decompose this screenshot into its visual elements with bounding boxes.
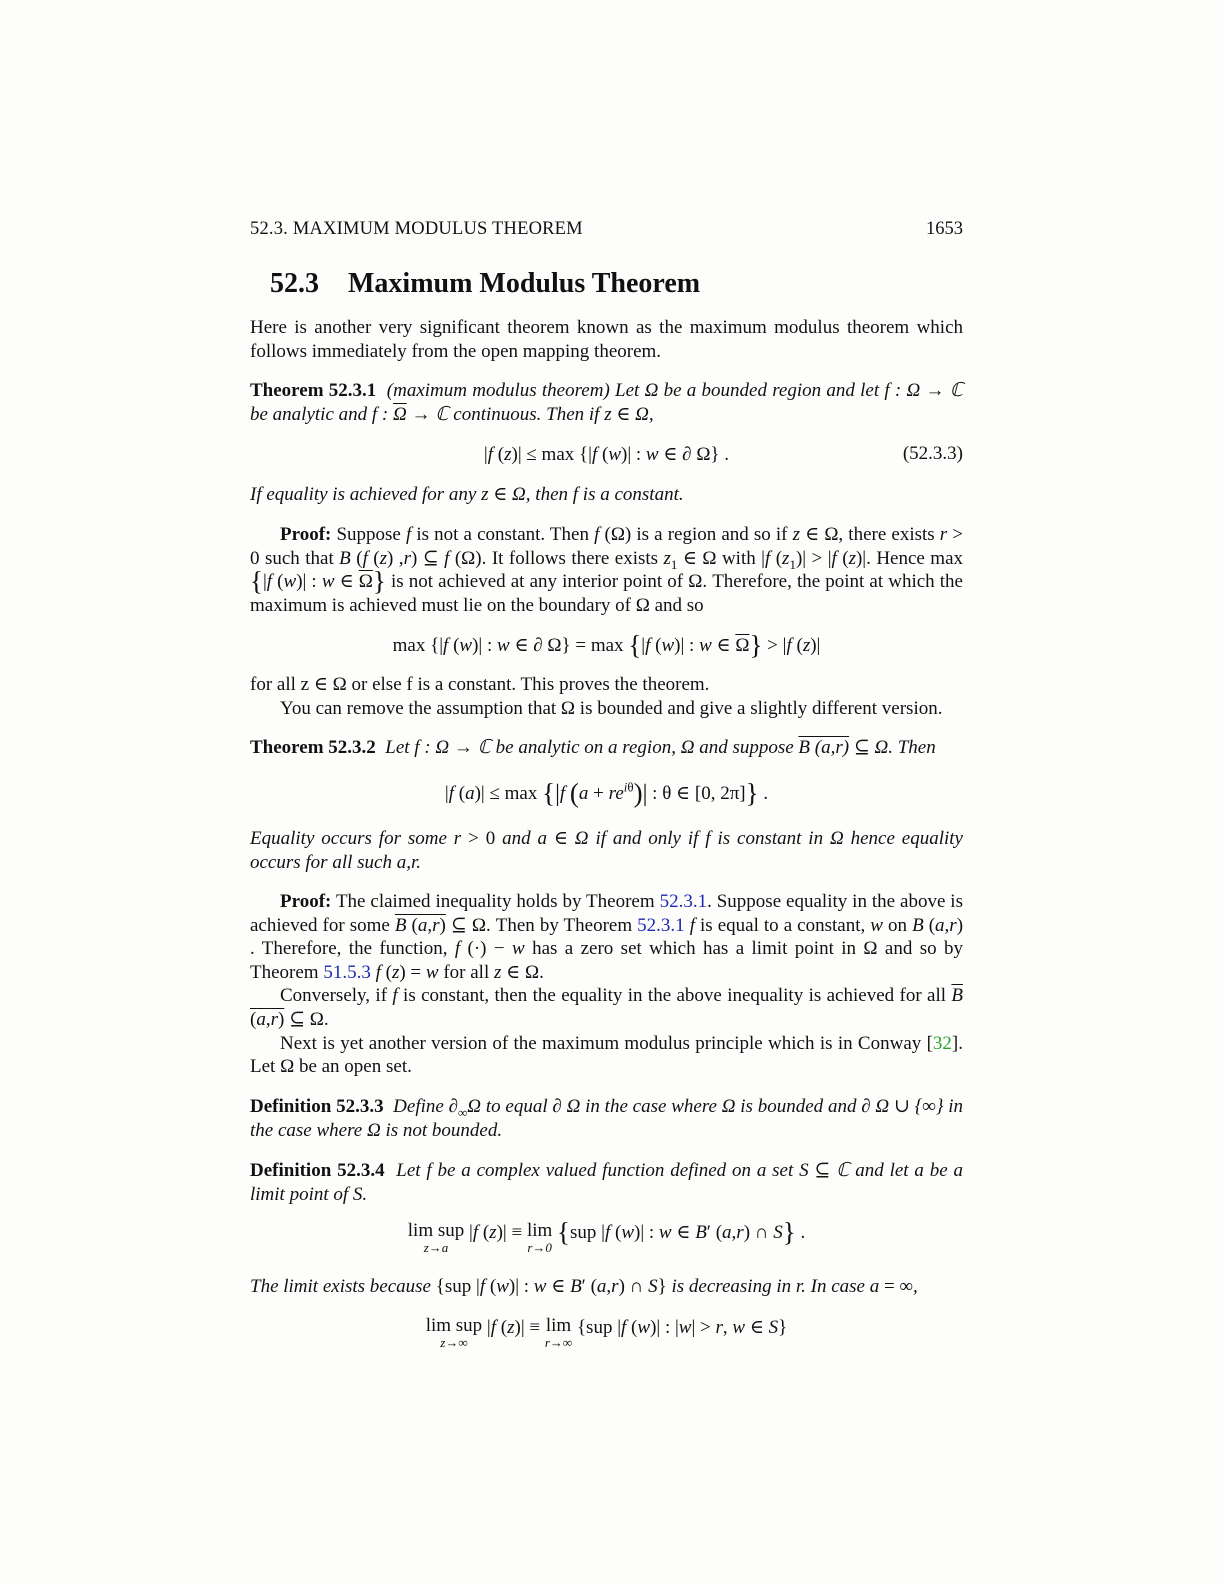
remove-assumption-line: You can remove the assumption that Ω is bounded and give a slightly different version.: [280, 697, 943, 719]
definition-52-3-4: Definition 52.3.4 Let f be a complex valued function defined on a set S ⊆ ℂ and let a be a limit point of S.: [250, 1160, 963, 1205]
proof-52-3-2: Proof: The claimed inequality holds by Theorem 52.3.1. Suppose equality in the above is achieved for some B (a,r) ⊆ Ω. Then by Theorem 52.3.1 f is equal to a constant, w on B (a,r) . Therefore, the function, f (·) − w has a zero set which has a limit point in Ω and so by Theorem 51.5.3 f (z) = w for all z ∈ Ω. Conversely, if f is constant, then the equality in the above inequality is achieved for all B (a,r) ⊆ Ω. Next is yet another version of the maximum modulus principle which is in Conway [32]. Let Ω be an open set.: [250, 891, 964, 1078]
running-header-title: 52.3. MAXIMUM MODULUS THEOREM: [250, 219, 583, 239]
running-header: [250, 219, 963, 240]
theorem-label: Theorem 52.3.1: [250, 380, 377, 401]
section-heading: [270, 268, 700, 300]
definition-label: Definition 52.3.4: [250, 1160, 385, 1181]
citation-link[interactable]: 32: [932, 1032, 952, 1054]
intro-paragraph: Here is another very significant theorem known as the maximum modulus theorem which follows immediately from the open mapping theorem.: [250, 317, 963, 362]
equation-mean-bound: |f (a)| ≤ max {|f $(a + re^{i\theta})|$ : θ ∈ [0, 2π]} .: [444, 778, 769, 808]
proof-label: Proof:: [280, 891, 332, 912]
theorem-link[interactable]: 52.3.1: [637, 914, 685, 936]
theorem-equality-clause: If equality is achieved for any z ∈ Ω, then f is a constant.: [250, 484, 684, 505]
equation-number: (52.3.3): [902, 443, 963, 464]
definition-label: Definition 52.3.3: [250, 1096, 384, 1117]
limit-exists-line: The limit exists because {sup |f (w)| : w ∈ B′ (a,r) ∩ S} is decreasing in r. In case a = ∞,: [250, 1276, 918, 1297]
theorem-label: Theorem 52.3.2: [250, 737, 376, 758]
proof-label: Proof:: [280, 524, 332, 545]
theorem-link[interactable]: 52.3.1: [659, 891, 708, 912]
equation-limsup-a: lim sup z→a |f (z)| ≡ lim r→0 {sup |f (w)| : w ∈ B′ (a,r) ∩ S} .: [407, 1217, 806, 1255]
theorem-52-3-2: Theorem 52.3.2 Let f : Ω → ℂ be analytic on a region, Ω and suppose B (a,r) ⊆ Ω. Then: [250, 737, 936, 758]
page-number: 1653: [926, 219, 963, 239]
theorem-52-3-1: Theorem 52.3.1 (maximum modulus theorem) Let Ω be a bounded region and let f : Ω → ℂ be analytic and f : $\overline{\Omega}$ → ℂ continuous. Then if z ∈ Ω,: [250, 380, 963, 425]
equation-max-boundary: max {|f (w)| : w ∈ ∂ Ω} = max {|f (w)| : w ∈ $\overline{\Omega}\} > |f$ (z)|: [392, 630, 821, 660]
theorem-link[interactable]: 51.5.3: [323, 961, 371, 983]
section-number: 52.3: [270, 268, 319, 299]
definition-52-3-3: Definition 52.3.3 Define $\partial_\infty\Omega$ to equal ∂ Ω in the case where Ω is bounded and ∂ Ω ∪ {∞} in the case where Ω is not bounded.: [250, 1096, 963, 1141]
conway-line: Next is yet another version of the maximum modulus principle which is in Conway: [280, 1032, 922, 1054]
proof-conclusion: for all z ∈ Ω or else f is a constant. This proves the theorem. You can remove the assumption that Ω is bounded and give a slightly different version.: [250, 673, 963, 720]
theorem-52-3-2-equality: Equality occurs for some r > 0 and a ∈ Ω if and only if f is constant in Ω hence equality occurs for all such a,r.: [250, 828, 963, 873]
proof-52-3-1: Proof: Suppose f is not a constant. Then f (Ω) is a region and so if z ∈ Ω, there exists r > 0 such that B (f (z) ,r) ⊆ f (Ω). It follows there exists $z_1$ ∈ Ω with |f $(z_1)| > |f$ (z)|. Hence max {|f (w)| : w ∈ $\overline{\Omega}$} is not achieved at any interior point of Ω. Therefore, the point at which the maximum is achieved must lie on the boundary of Ω and so: [250, 524, 964, 616]
equation-limsup-infinity: lim sup z→∞ |f (z)| ≡ lim r→∞ {sup |f (w)| : |w| > r, w ∈ S}: [425, 1315, 788, 1350]
equation-52-3-3: |f (z)| ≤ max {|f (w)| : w ∈ ∂ Ω} . (52.3.3): [483, 443, 963, 465]
section-title: Maximum Modulus Theorem: [348, 268, 701, 299]
